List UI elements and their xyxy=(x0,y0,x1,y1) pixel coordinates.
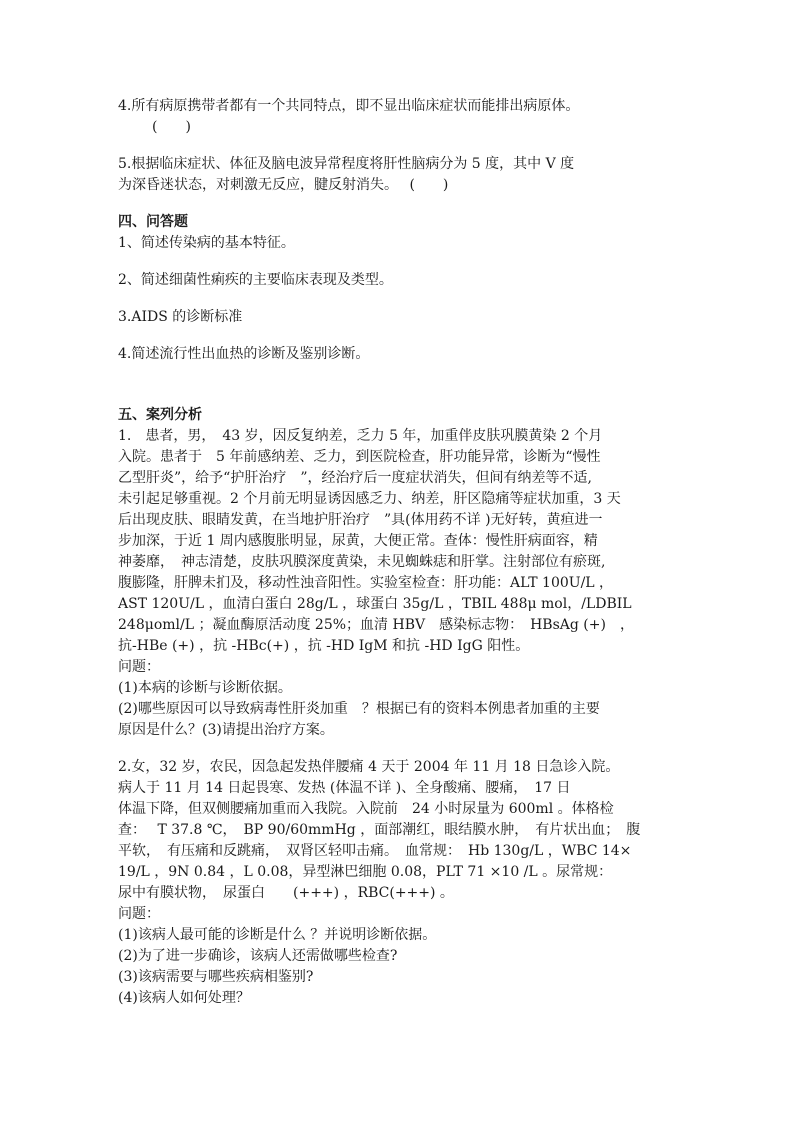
question-item: 2、简述细菌性痢疾的主要临床表现及类型。 xyxy=(118,272,393,288)
judgment-item-4 xyxy=(118,96,678,138)
section-heading: 五、案列分析 xyxy=(118,407,202,423)
section-qa xyxy=(118,212,678,365)
text-line: 4.所有病原携带者都有一个共同特点，即不显出临床症状而能排出病原体。 xyxy=(118,98,580,114)
text-line: 体温下降，但双侧腰痛加重而入我院。入院前 24 小时尿量为 600ml 。体格检 xyxy=(118,801,614,817)
text-line: 未引起足够重视。2 个月前无明显诱因感乏力、纳差，肝区隐痛等症状加重，3 天 xyxy=(118,491,621,507)
text-line: 248μoml/L ；凝血酶原活动度 25%；血清 HBV 感染标志物： HBsAg (+) ， xyxy=(118,617,634,633)
text-line: 5.根据临床症状、体征及脑电波异常程度将肝性脑病分为 5 度，其中 V 度 xyxy=(118,156,575,172)
text-line: 19/L ，9N 0.84 ，L 0.08，异型淋巴细胞 0.08，PLT 71 ×10 /L 。尿常规： xyxy=(118,864,613,880)
text-line: (1)本病的诊断与诊断依据。 xyxy=(118,680,292,696)
text-line: AST 120U/L ，血清白蛋白 28g/L ，球蛋白 35g/L ，TBIL 488μ mol，/LDBIL xyxy=(118,596,632,612)
section-case-analysis xyxy=(118,405,678,1009)
text-line: 抗-HBe (+) ，抗 -HBc(+) ，抗 -HD IgM 和抗 -HD IgG 阳性。 xyxy=(118,638,530,654)
section-heading: 四、问答题 xyxy=(118,214,188,230)
document-page xyxy=(118,96,678,1009)
text-line: 后出现皮肤、眼睛发黄，在当地护肝治疗 ”具(体用药不详 )无好转，黄疸进一 xyxy=(118,512,603,528)
text-line: 尿中有膜状物， 尿蛋白 (+++) ，RBC(+++) 。 xyxy=(118,885,454,901)
text-line: 2.女，32 岁，农民，因急起发热伴腰痛 4 天于 2004 年 11 月 18 日急诊入院。 xyxy=(118,759,620,775)
text-line: 平软， 有压痛和反跳痛， 双肾区轻叩击痛。 血常规： Hb 130g/L ，WBC 14× xyxy=(118,843,632,859)
question-item: 1、简述传染病的基本特征。 xyxy=(118,235,295,251)
text-line: (3)该病需要与哪些疾病相鉴别? xyxy=(118,969,314,985)
text-line: 1. 患者，男， 43 岁，因反复纳差，乏力 5 年，加重伴皮肤巩膜黄染 2 个月 xyxy=(118,428,603,444)
text-line: (2)为了进一步确诊，该病人还需做哪些检查? xyxy=(118,948,398,964)
text-line: 步加深，于近 1 周内感腹胀明显，尿黄，大便正常。查体：慢性肝病面容，精 xyxy=(118,533,598,549)
text-line: 入院。患者于 5 年前感纳差、乏力，到医院检查，肝功能异常，诊断为“慢性 xyxy=(118,449,601,465)
answer-blank: ( ) xyxy=(152,119,191,135)
text-line: 神萎靡， 神志清楚，皮肤巩膜深度黄染，未见蜘蛛痣和肝掌。注射部位有瘀斑, xyxy=(118,554,606,570)
case-2 xyxy=(118,757,678,1009)
text-line: 问题： xyxy=(118,906,160,922)
text-line: (1)该病人最可能的诊断是什么 ？并说明诊断依据。 xyxy=(118,927,437,943)
text-line: 腹膨隆，肝脾未扪及，移动性浊音阳性。实验室检查：肝功能：ALT 100U/L ， xyxy=(118,575,614,591)
judgment-item-5 xyxy=(118,154,678,196)
text-line: 乙型肝炎”，给予“护肝治疗 ”，经治疗后一度症状消失，但间有纳差等不适, xyxy=(118,470,592,486)
text-line: 查： T 37.8 ℃， BP 90/60mmHg ，面部潮红，眼结膜水肿， 有片状出血； 腹 xyxy=(118,822,641,838)
text-line: (2)哪些原因可以导致病毒性肝炎加重 ？根据已有的资料本例患者加重的主要 xyxy=(118,701,600,717)
text-line: 病人于 11 月 14 日起畏寒、发热 (体温不详 )、全身酸痛、腰痛， 17 日 xyxy=(118,780,571,796)
text-line: 原因是什么？(3)请提出治疗方案。 xyxy=(118,722,334,738)
question-item: 4.简述流行性出血热的诊断及鉴别诊断。 xyxy=(118,346,370,362)
case-1 xyxy=(118,426,678,741)
text-line: 为深昏迷状态，对刺激无反应，腱反射消失。 ( ) xyxy=(118,177,449,193)
question-item: 3.AIDS 的诊断标准 xyxy=(118,309,243,325)
text-line: (4)该病人如何处理？ xyxy=(118,990,250,1006)
text-line: 问题： xyxy=(118,659,160,675)
